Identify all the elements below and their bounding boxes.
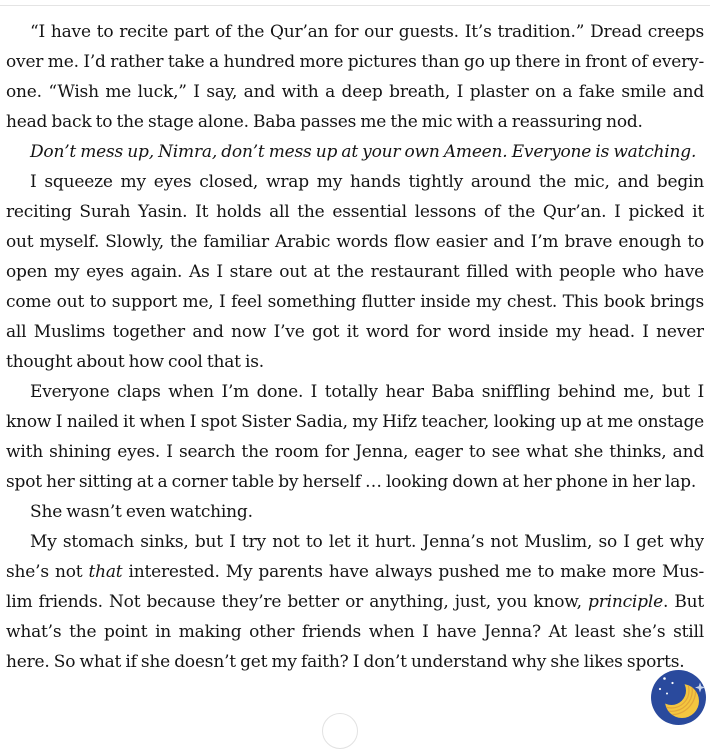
body-text: she’s not — [6, 562, 89, 582]
body-text: know I nailed it when I spot Sister Sadia, my Hifz teacher, looking up at me onstage — [6, 412, 704, 432]
body-text: interested. My parents have always pushed me to make more Mus- — [122, 562, 704, 582]
text-line — [6, 197, 704, 227]
body-text: Everyone claps when I’m done. I totally hear Baba sniffling behind me, but I — [30, 382, 704, 402]
text-line — [6, 377, 704, 407]
body-text: My stomach sinks, but I try not to let it hurt. Jenna’s not Muslim, so I get why — [30, 532, 704, 552]
book-text — [6, 17, 704, 677]
body-text: out myself. Slowly, the familiar Arabic words flow easier and I’m brave enough to — [6, 232, 704, 252]
moon-bubble-button[interactable] — [651, 670, 706, 725]
body-text: I squeeze my eyes closed, wrap my hands tightly around the mic, and begin — [30, 172, 704, 192]
crescent-moon-icon — [651, 670, 706, 725]
paragraph — [6, 17, 704, 137]
body-text: . But — [662, 592, 704, 612]
body-text: one. “Wish me luck,” I say, and with a deep breath, I plaster on a fake smile and — [6, 82, 704, 102]
text-line — [6, 77, 704, 107]
body-text: head back to the stage alone. Baba passes me the mic with a reassuring nod. — [6, 112, 643, 132]
italic-text: principle — [588, 592, 663, 612]
body-text: over me. I’d rather take a hundred more pictures than go up there in front of every- — [6, 52, 704, 72]
text-line — [6, 227, 704, 257]
paragraph — [6, 527, 704, 677]
body-text: with shining eyes. I search the room for Jenna, eager to see what she thinks, and — [6, 442, 704, 462]
paragraph — [6, 137, 704, 167]
text-line — [6, 167, 704, 197]
italic-text: that — [88, 562, 123, 582]
body-text: lim friends. Not because they’re better or anything, just, you know, — [6, 592, 589, 612]
text-line — [6, 617, 704, 647]
scroll-pull-handle[interactable] — [322, 713, 358, 749]
body-text: here. So what if she doesn’t get my faith? I don’t understand why she likes sports. — [6, 652, 685, 672]
body-text: spot her sitting at a corner table by herself … looking down at her phone in her lap. — [6, 472, 697, 492]
text-line — [6, 527, 704, 557]
text-line — [6, 107, 704, 137]
text-line — [6, 137, 704, 167]
toolbar-divider — [0, 5, 710, 6]
paragraph — [6, 497, 704, 527]
text-line — [6, 437, 704, 467]
text-line — [6, 587, 704, 617]
text-line — [6, 257, 704, 287]
body-text: reciting Surah Yasin. It holds all the essential lessons of the Qur’an. I picked it — [6, 202, 704, 222]
text-line — [6, 287, 704, 317]
text-line — [6, 557, 704, 587]
body-text: what’s the point in making other friends when I have Jenna? At least she’s still — [6, 622, 704, 642]
text-line — [6, 407, 704, 437]
text-line — [6, 17, 704, 47]
text-line — [6, 647, 704, 677]
text-line — [6, 347, 704, 377]
paragraph — [6, 377, 704, 497]
body-text: thought about how cool that is. — [6, 352, 264, 372]
body-text: She wasn’t even watching. — [30, 502, 253, 522]
text-line — [6, 497, 704, 527]
body-text: all Muslims together and now I’ve got it word for word inside my head. I never — [6, 322, 704, 342]
body-text: come out to support me, I feel something flutter inside my chest. This book brings — [6, 292, 704, 312]
body-text: open my eyes again. As I stare out at the restaurant filled with people who have — [6, 262, 704, 282]
text-line — [6, 47, 704, 77]
body-text: “I have to recite part of the Qur’an for our guests. It’s tradition.” Dread creeps — [30, 22, 704, 42]
text-line — [6, 467, 704, 497]
italic-text: Don’t mess up, Nimra, don’t mess up at your own Ameen. Everyone is watching. — [30, 142, 697, 162]
text-line — [6, 317, 704, 347]
paragraph — [6, 167, 704, 377]
